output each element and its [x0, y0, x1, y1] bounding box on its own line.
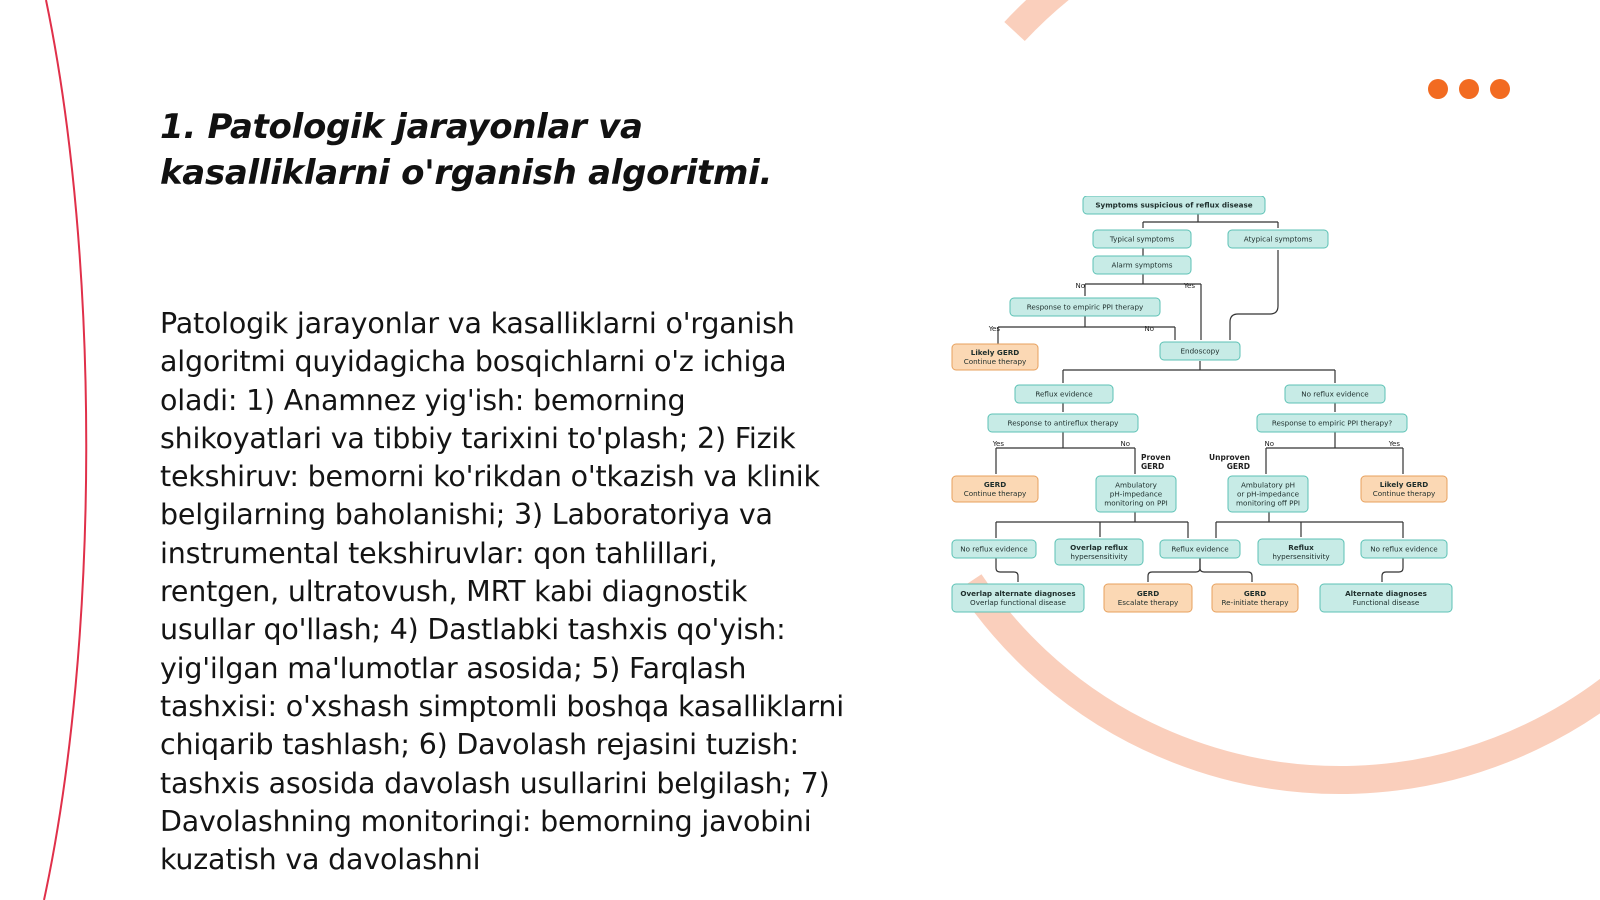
flowchart-branch-label: No — [1120, 440, 1130, 448]
flowchart-node — [1361, 540, 1447, 558]
flowchart-node-text: Ambulatory pH — [1240, 480, 1296, 490]
flowchart-node-text: Reflux evidence — [1035, 389, 1093, 399]
flowchart-node-text: Escalate therapy — [1117, 598, 1179, 607]
flowchart-node-text: Alarm symptoms — [1111, 260, 1173, 270]
flowchart-node-text: Typical symptoms — [1109, 234, 1175, 244]
flowchart-node — [952, 584, 1084, 612]
flowchart-node-text: No reflux evidence — [960, 544, 1028, 554]
flowchart-node — [1010, 298, 1160, 316]
flowchart-branch-label: Proven — [1141, 453, 1171, 462]
flowchart-node — [1257, 414, 1407, 432]
flowchart-node-text: Overlap alternate diagnoses — [960, 589, 1076, 598]
flowchart-branch-label: Yes — [1183, 282, 1195, 290]
flowchart-node-text: monitoring on PPI — [1104, 498, 1168, 508]
flowchart-node-text: Atypical symptoms — [1243, 234, 1313, 244]
flowchart-node-text: Continue therapy — [1372, 489, 1436, 498]
flowchart-branch-label: Yes — [1388, 440, 1400, 448]
flowchart-branch-label: No — [1144, 325, 1154, 333]
flowchart-node — [1258, 539, 1344, 565]
flowchart-node-text: Reflux evidence — [1171, 544, 1229, 554]
flowchart-node-text: No reflux evidence — [1301, 389, 1369, 399]
flowchart-node — [1285, 385, 1385, 403]
flowchart-node-text: pH-impedance — [1109, 489, 1163, 499]
flowchart-node-text: Symptoms suspicious of reflux disease — [1095, 200, 1253, 210]
flowchart-node — [1015, 385, 1113, 403]
flowchart-node — [952, 476, 1038, 502]
flowchart-branch-label: GERD — [1226, 462, 1250, 471]
flowchart-branch-label: Yes — [992, 440, 1004, 448]
flowchart-node-text: monitoring off PPI — [1236, 498, 1300, 508]
flowchart-branch-label: GERD — [1141, 462, 1165, 471]
flowchart-node — [952, 540, 1036, 558]
flowchart-node — [1160, 540, 1240, 558]
flowchart-node — [1096, 476, 1176, 512]
flowchart-node — [1104, 584, 1192, 612]
flowchart-branch-label: Unproven — [1209, 453, 1250, 462]
flowchart-node-text: Alternate diagnoses — [1345, 589, 1427, 598]
flowchart-branch-label: No — [1264, 440, 1274, 448]
accent-dot-2 — [1459, 79, 1479, 99]
flowchart-node-text: Likely GERD — [970, 348, 1020, 357]
flowchart-node-text: Re-initiate therapy — [1221, 598, 1289, 607]
flowchart-node-text: Response to antireflux therapy — [1007, 418, 1119, 428]
flowchart-node-text: Reflux — [1288, 543, 1314, 552]
flowchart-node — [1093, 230, 1191, 248]
flowchart-node-text: No reflux evidence — [1370, 544, 1438, 554]
flowchart-node-text: Continue therapy — [963, 489, 1027, 498]
flowchart-node — [988, 414, 1138, 432]
flowchart-branch-label: Yes — [988, 325, 1000, 333]
flowchart-node-text: Likely GERD — [1379, 480, 1429, 489]
flowchart-node — [1160, 342, 1240, 360]
flowchart-node-text: GERD — [983, 480, 1007, 489]
flowchart-node-text: hypersensitivity — [1070, 552, 1128, 561]
slide-body-text: Patologik jarayonlar va kasalliklarni o'rganish algoritmi quyidagicha bosqichlarni o'z ichiga oladi: 1) Anamnez yig'ish: bemorning shikoyatlari va tibbiy tarixini to'plash; 2) Fizik tekshiruv: bemorni ko'rikdan o'tkazish va klinik belgilarning baholanishi; 3) Laboratoriya va instrumental tekshiruvlar: qon tahlillari, rentgen, ultratovush, MRT kabi diagnostik usullar qo'llash; 4) Dastlabki tashxis qo'yish: yig'ilgan ma'lumotlar asosida; 5) Farqlash tashxisi: o'xshash simptomli boshqa kasalliklarni chiqarib tashlash; 6) Davolash rejasini tuzish: tashxis asosida davolash usullarini belgilash; 7) Davolashning monitoringi: bemorning javobini kuzatish va davolashni — [160, 307, 845, 877]
accent-dot-3 — [1490, 79, 1510, 99]
flowchart-node — [1212, 584, 1298, 612]
flowchart-node — [1228, 476, 1308, 512]
flowchart-node — [1361, 476, 1447, 502]
flowchart-node-text: GERD — [1243, 589, 1267, 598]
flowchart-node-text: Response to empiric PPI therapy — [1026, 302, 1144, 312]
flowchart-node-text: Overlap reflux — [1070, 543, 1128, 552]
accent-dot-1 — [1428, 79, 1448, 99]
flowchart-node-text: GERD — [1136, 589, 1160, 598]
left-accent-curve — [44, 0, 86, 900]
slide-title: 1. Patologik jarayonlar va kasalliklarni o'rganish algoritmi. — [160, 107, 773, 193]
flowchart-node — [1228, 230, 1328, 248]
flowchart-node — [1055, 539, 1143, 565]
flowchart-nodes — [952, 196, 1452, 612]
flowchart-node — [952, 344, 1038, 370]
flowchart-node — [1083, 196, 1265, 214]
flowchart-branch-label: No — [1075, 282, 1085, 290]
flowchart-node — [1320, 584, 1452, 612]
gerd-diagnostic-flowchart — [948, 196, 1458, 628]
flowchart-node-text: Endoscopy — [1180, 346, 1220, 356]
flowchart-node-text: hypersensitivity — [1272, 552, 1330, 561]
flowchart-node-text: Ambulatory — [1115, 480, 1157, 490]
flowchart-node — [1093, 256, 1191, 274]
flowchart-node-text: or pH-impedance — [1236, 489, 1300, 499]
flowchart-node-text: Functional disease — [1352, 598, 1420, 607]
flowchart-node-text: Response to empiric PPI therapy? — [1271, 418, 1393, 428]
flowchart-node-text: Continue therapy — [963, 357, 1027, 366]
flowchart-node-text: Overlap functional disease — [970, 598, 1066, 607]
